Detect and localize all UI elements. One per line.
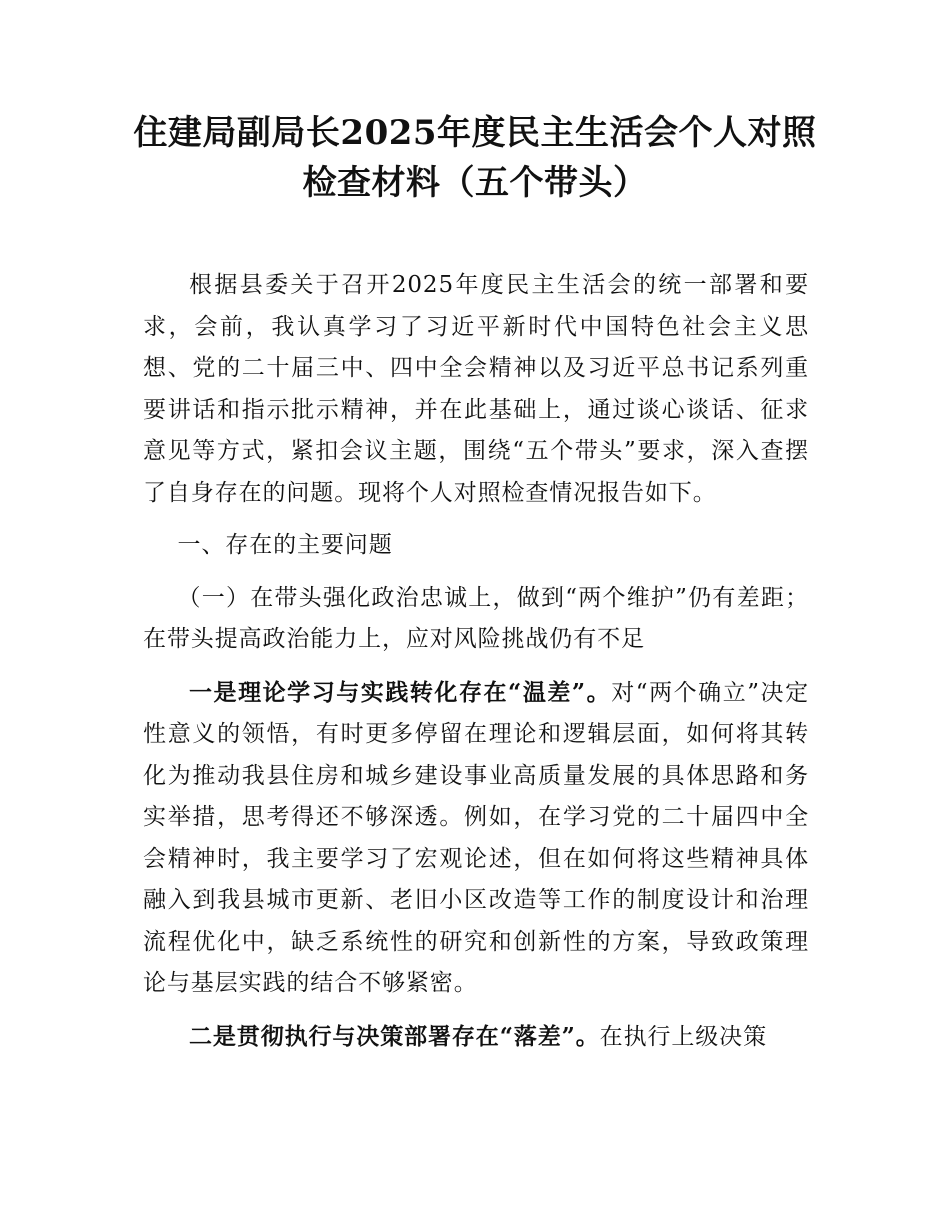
point-1-body: 对“两个确立”决定性意义的领悟，有时更多停留在理论和逻辑层面，如何将其转化为推动我县住房和城乡建设事业高质量发展的具体思路和务实举措，思考得还不够深透。例如，在学习党的二十届四中全会精神时，我主要学习了宏观论述，但在如何将这些精神具体融入到我县城市更新、老旧小区改造等工作的制度设计和治理流程优化中，缺乏系统性的研究和创新性的方案，导致政策理论与基层实践的结合不够紧密。 xyxy=(143,679,809,996)
title-line-1: 住建局副局长2025年度民主生活会个人对照 xyxy=(133,113,817,153)
intro-paragraph: 根据县委关于召开2025年度民主生活会的统一部署和要求，会前，我认真学习了习近平新时代中国特色社会主义思想、党的二十届三中、四中全会精神以及习近平总书记系列重要讲话和指示批示精神，并在此基础上，通过谈心谈话、征求意见等方式，紧扣会议主题，围绕“五个带头”要求，深入查摆了自身存在的问题。现将个人对照检查情况报告如下。 xyxy=(143,272,809,506)
point-1-lead: 一是理论学习与实践转化存在“温差”。 xyxy=(189,678,612,706)
point-paragraph-1 xyxy=(143,672,809,1005)
point-2-lead: 二是贯彻执行与决策部署存在“落差”。 xyxy=(189,1022,600,1050)
document-title xyxy=(100,108,850,208)
title-line-2: 检查材料（五个带头） xyxy=(302,163,648,203)
point-2-body: 在执行上级决策 xyxy=(599,1023,767,1050)
subsection-heading-1: （一）在带头强化政治忠诚上，做到“两个维护”仍有差距；在带头提高政治能力上，应对风险挑战仍有不足 xyxy=(143,584,809,652)
point-paragraph-2 xyxy=(143,1016,809,1059)
section-heading-problems: 一、存在的主要问题 xyxy=(177,532,393,558)
document-body xyxy=(143,265,809,1058)
